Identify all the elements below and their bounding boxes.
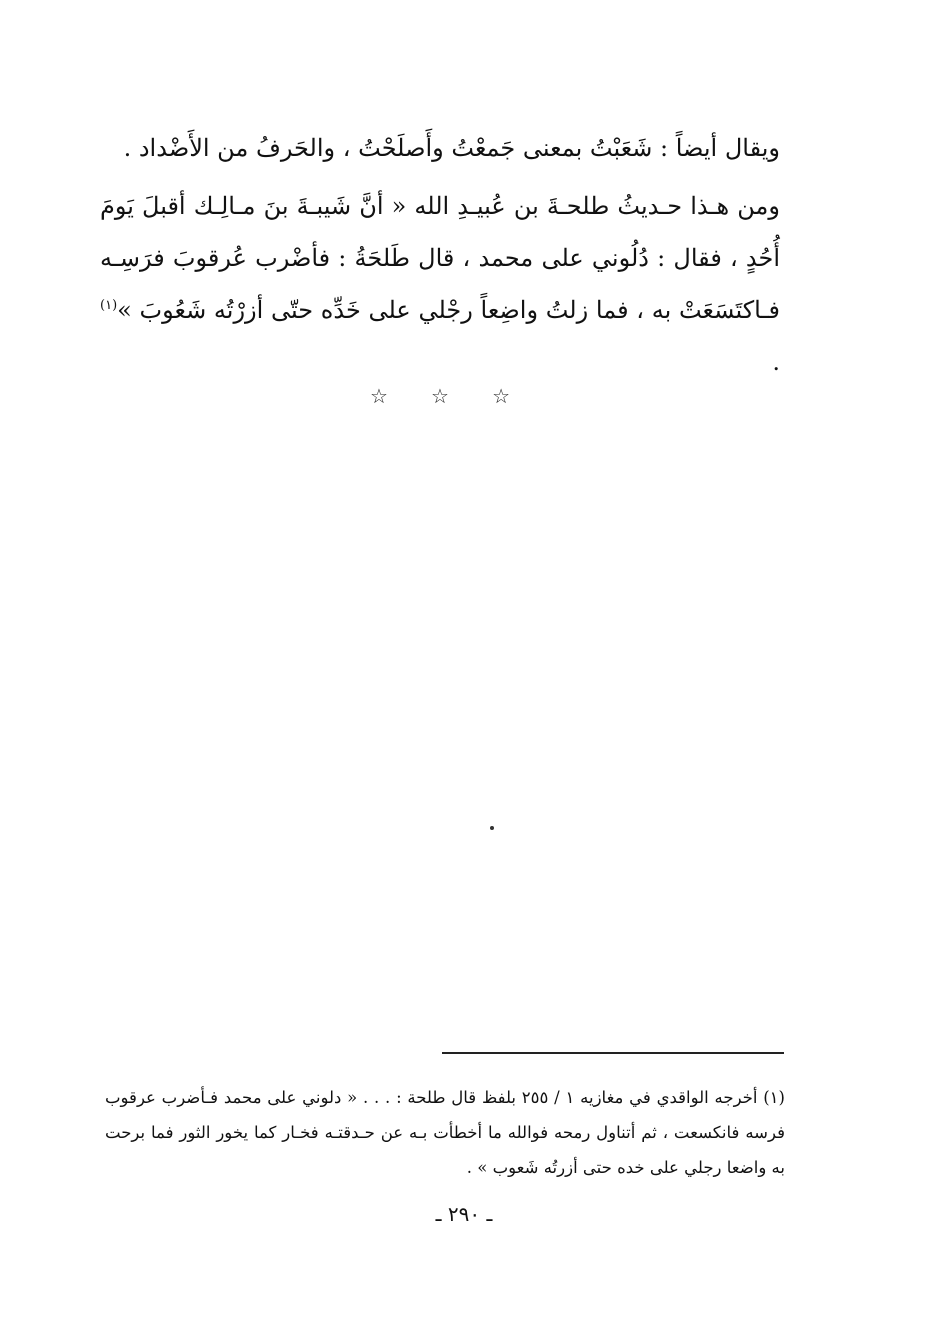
footnote-reference: (١) xyxy=(100,298,118,313)
page-number: ـ ٢٩٠ ـ xyxy=(435,1202,493,1226)
footnote: (١) أخرجه الواقدي في مغازيه ١ / ٢٥٥ بلفظ قال طلحة : . . . « دلوني على محمد فـأضرب عرقوب فرسه فانكسعت ، ثم أتناول رمحه فوالله ما أخطأت بـه عن حـدقتـه فخـار كما يخور الثور فما برحت به واضعا رجلي على خده حتى أزرتُه شَعوب » . xyxy=(105,1088,785,1177)
body-paragraph-2-text: ومن هـذا حـديثُ طلحـةَ بن عُبيـدِ الله « أنَّ شَيبـةَ بنَ مـالِـك أقبلَ يَومَ أُحُدٍ ، فقال : دُلُوني على محمد ، قال طَلحَةُ : فأضْرب عُرقوبَ فرَسِـه فـاكتَسَعَتْ به ، فما زلتُ واضِعاً رجْلي على خَدِّه حتّى أزرْتُه شَعُوبَ » xyxy=(100,192,780,324)
stray-dot xyxy=(490,826,494,830)
body-paragraph-1: ويقال أيضاً : شَعَبْتُ بمعنى جَمعْتُ وأَصلَحْتُ ، والحَرفُ من الأَضْداد . xyxy=(123,134,780,162)
star-icon: ☆ xyxy=(370,384,388,408)
section-separator xyxy=(370,384,510,408)
star-icon: ☆ xyxy=(431,384,449,408)
footnote-divider xyxy=(442,1052,784,1054)
star-icon: ☆ xyxy=(492,384,510,408)
body-paragraph-2-end: . xyxy=(772,348,780,376)
body-paragraph-2 xyxy=(100,180,780,388)
